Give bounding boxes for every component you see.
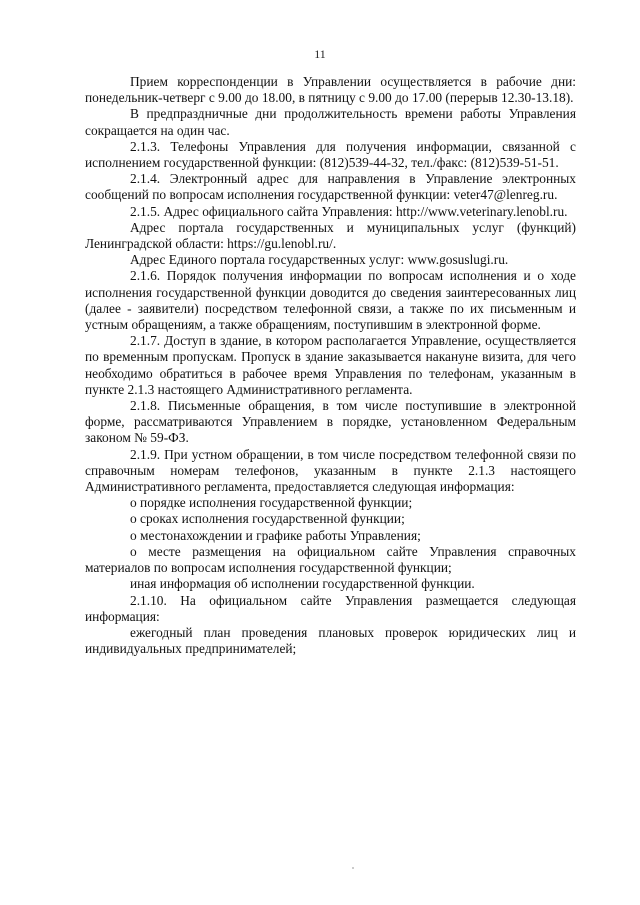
paragraph-written-requests: 2.1.8. Письменные обращения, в том числе поступившие в электронной форме, рассматриваются Управлением в порядке, установленном Федеральным законом № 59-ФЗ. xyxy=(85,398,576,446)
list-item-location: о местонахождении и графике работы Управления; xyxy=(130,527,421,543)
paragraph-website-content: 2.1.10. На официальном сайте Управления размещается следующая информация: xyxy=(85,592,576,624)
paragraph-reception-hours: Прием корреспонденции в Управлении осуществляется в рабочие дни: понедельник-четверг с 9.00 до 18.00, в пятницу с 9.00 до 17.00 (перерыв 12.30-13.18). xyxy=(85,74,576,106)
list-item-reference-materials: о месте размещения на официальном сайте Управления справочных материалов по вопросам исполнения государственной функции; xyxy=(85,543,576,576)
document-body xyxy=(85,74,576,657)
list-item-other-info: иная информация об исполнении государственной функции. xyxy=(130,576,475,592)
paragraph-preholiday-hours: В предпраздничные дни продолжительность времени работы Управления сокращается на один час. xyxy=(85,106,576,138)
list-item-procedure: о порядке исполнения государственной функции; xyxy=(130,495,413,511)
paragraph-unified-portal: Адрес Единого портала государственных услуг: www.gosuslugi.ru. xyxy=(130,252,509,268)
list-item-deadlines: о сроках исполнения государственной функции; xyxy=(130,511,405,527)
paragraph-info-procedure: 2.1.6. Порядок получения информации по вопросам исполнения и о ходе исполнения государственной функции доводится до сведения заинтересованных лиц (далее - заявители) посредством телефонной связи, а также по их письменным и устным обращениям, а также обращениям, поступившим в электронной форме. xyxy=(85,268,576,333)
paragraph-building-access: 2.1.7. Доступ в здание, в котором располагается Управление, осуществляется по временным пропускам. Пропуск в здание заказывается накануне визита, для чего необходимо обратиться в рабочее время Управления по телефонам, указанным в пункте 2.1.3 настоящего Административного регламента. xyxy=(85,333,576,397)
paragraph-oral-requests: 2.1.9. При устном обращении, в том числе посредством телефонной связи по справочным номерам телефонов, указанным в пункте 2.1.3 настоящего Административного регламента, предоставляется следующая информация: xyxy=(85,446,576,495)
list-item-inspection-plan: ежегодный план проведения плановых проверок юридических лиц и индивидуальных предпринимателей; xyxy=(85,624,576,657)
page-number: 11 xyxy=(314,47,326,61)
paragraph-website: 2.1.5. Адрес официального сайта Управления: http://www.veterinary.lenobl.ru. xyxy=(130,203,568,219)
paragraph-regional-portal: Адрес портала государственных и муниципальных услуг (функций) Ленинградской области: https://gu.lenobl.ru/. xyxy=(85,219,576,252)
scan-artifact xyxy=(352,867,354,869)
paragraph-phones: 2.1.3. Телефоны Управления для получения информации, связанной с исполнением государственной функции: (812)539-44-32, тел./факс: (812)539-51-51. xyxy=(85,138,576,171)
paragraph-email: 2.1.4. Электронный адрес для направления в Управление электронных сообщений по вопросам исполнения государственной функции: veter47@lenreg.ru. xyxy=(85,171,576,203)
